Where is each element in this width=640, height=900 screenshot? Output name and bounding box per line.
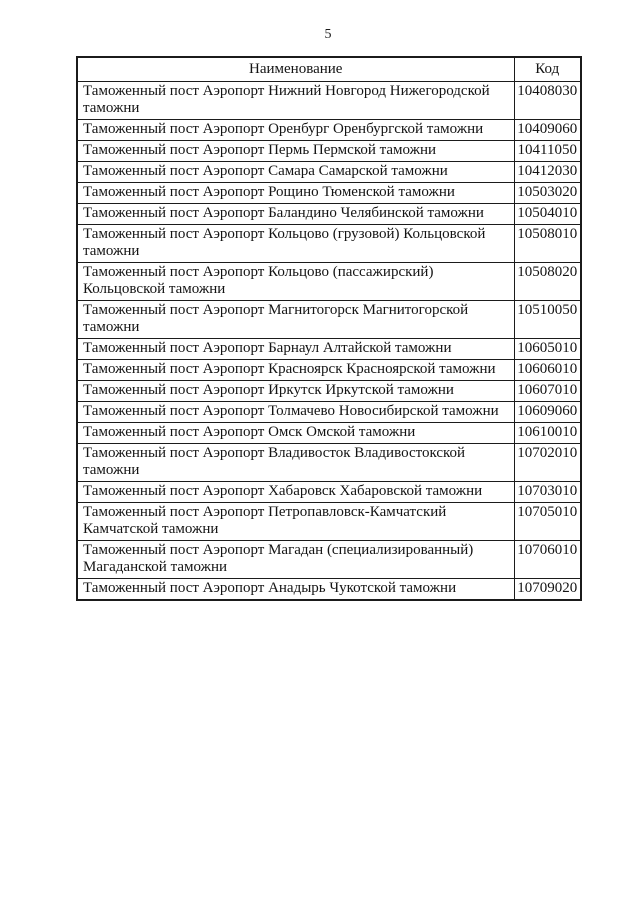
customs-post-name: Таможенный пост Аэропорт Баландино Челябинской таможни bbox=[77, 204, 514, 225]
customs-post-code: 10709020 bbox=[514, 579, 581, 601]
customs-post-name: Таможенный пост Аэропорт Магадан (специализированный) Магаданской таможни bbox=[77, 541, 514, 579]
customs-post-code: 10510050 bbox=[514, 301, 581, 339]
table-row bbox=[77, 225, 581, 263]
customs-post-name: Таможенный пост Аэропорт Петропавловск-Камчатский Камчатской таможни bbox=[77, 503, 514, 541]
table-row bbox=[77, 162, 581, 183]
customs-post-code: 10412030 bbox=[514, 162, 581, 183]
customs-post-code: 10610010 bbox=[514, 423, 581, 444]
customs-post-code: 10411050 bbox=[514, 141, 581, 162]
table-row bbox=[77, 301, 581, 339]
customs-post-code: 10609060 bbox=[514, 402, 581, 423]
customs-post-name: Таможенный пост Аэропорт Владивосток Владивостокской таможни bbox=[77, 444, 514, 482]
customs-post-name: Таможенный пост Аэропорт Барнаул Алтайской таможни bbox=[77, 339, 514, 360]
customs-post-name: Таможенный пост Аэропорт Красноярск Красноярской таможни bbox=[77, 360, 514, 381]
customs-post-code: 10705010 bbox=[514, 503, 581, 541]
customs-post-code: 10605010 bbox=[514, 339, 581, 360]
customs-post-code: 10607010 bbox=[514, 381, 581, 402]
customs-post-name: Таможенный пост Аэропорт Иркутск Иркутской таможни bbox=[77, 381, 514, 402]
customs-post-code: 10508010 bbox=[514, 225, 581, 263]
customs-post-name: Таможенный пост Аэропорт Пермь Пермской таможни bbox=[77, 141, 514, 162]
table-row bbox=[77, 120, 581, 141]
table-row bbox=[77, 263, 581, 301]
table-row bbox=[77, 339, 581, 360]
customs-post-code: 10503020 bbox=[514, 183, 581, 204]
table-body bbox=[77, 82, 581, 601]
table-row bbox=[77, 444, 581, 482]
customs-post-code: 10508020 bbox=[514, 263, 581, 301]
table-row bbox=[77, 204, 581, 225]
header-code-column: Код bbox=[514, 57, 581, 82]
customs-post-name: Таможенный пост Аэропорт Нижний Новгород Нижегородской таможни bbox=[77, 82, 514, 120]
table-row bbox=[77, 183, 581, 204]
customs-post-code: 10409060 bbox=[514, 120, 581, 141]
customs-post-name: Таможенный пост Аэропорт Рощино Тюменской таможни bbox=[77, 183, 514, 204]
table-row bbox=[77, 141, 581, 162]
table-row bbox=[77, 482, 581, 503]
table-row bbox=[77, 82, 581, 120]
table-row bbox=[77, 541, 581, 579]
header-name-column: Наименование bbox=[77, 57, 514, 82]
table-header-row bbox=[77, 57, 581, 82]
customs-post-code: 10703010 bbox=[514, 482, 581, 503]
customs-post-code: 10606010 bbox=[514, 360, 581, 381]
customs-post-name: Таможенный пост Аэропорт Оренбург Оренбургской таможни bbox=[77, 120, 514, 141]
table-row bbox=[77, 503, 581, 541]
customs-post-name: Таможенный пост Аэропорт Хабаровск Хабаровской таможни bbox=[77, 482, 514, 503]
table-row bbox=[77, 402, 581, 423]
customs-post-name: Таможенный пост Аэропорт Магнитогорск Магнитогорской таможни bbox=[77, 301, 514, 339]
customs-post-name: Таможенный пост Аэропорт Кольцово (грузовой) Кольцовской таможни bbox=[77, 225, 514, 263]
customs-post-name: Таможенный пост Аэропорт Омск Омской таможни bbox=[77, 423, 514, 444]
customs-posts-table bbox=[76, 56, 582, 601]
customs-post-code: 10702010 bbox=[514, 444, 581, 482]
table-row bbox=[77, 381, 581, 402]
customs-post-name: Таможенный пост Аэропорт Самара Самарской таможни bbox=[77, 162, 514, 183]
table-row bbox=[77, 423, 581, 444]
table-row bbox=[77, 579, 581, 601]
customs-post-name: Таможенный пост Аэропорт Кольцово (пассажирский) Кольцовской таможни bbox=[77, 263, 514, 301]
customs-post-code: 10504010 bbox=[514, 204, 581, 225]
customs-post-code: 10408030 bbox=[514, 82, 581, 120]
customs-post-code: 10706010 bbox=[514, 541, 581, 579]
table-row bbox=[77, 360, 581, 381]
customs-post-name: Таможенный пост Аэропорт Толмачево Новосибирской таможни bbox=[77, 402, 514, 423]
page-number: 5 bbox=[324, 27, 332, 42]
customs-post-name: Таможенный пост Аэропорт Анадырь Чукотской таможни bbox=[77, 579, 514, 601]
